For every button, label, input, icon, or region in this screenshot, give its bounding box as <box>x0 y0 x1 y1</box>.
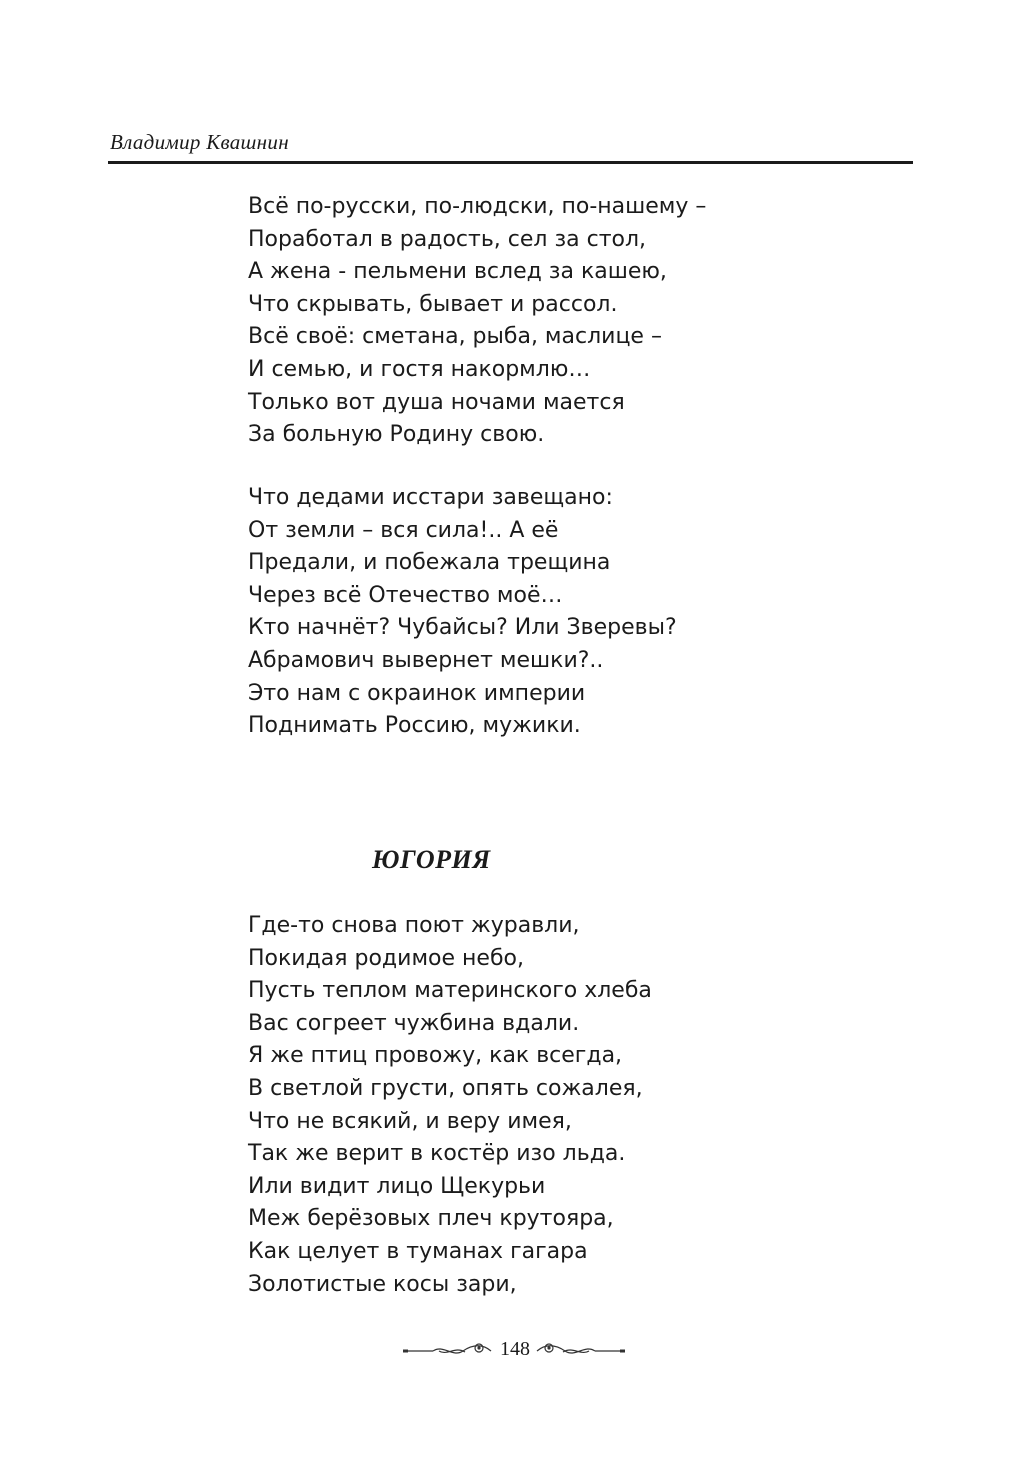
poem-line: Я же птиц провожу, как всегда, <box>248 1043 623 1069</box>
poem-line: Что скрывать, бывает и рассол. <box>248 291 618 317</box>
poem-line: И семью, и гостя накормлю… <box>248 356 591 382</box>
page-number: 148 <box>495 1338 535 1361</box>
poem-line: Поработал в радость, сел за стол, <box>248 226 647 252</box>
stanza-3 <box>248 910 652 1301</box>
poem-line: Это нам с окраинок империи <box>248 680 586 706</box>
poem-line: Меж берёзовых плеч крутояра, <box>248 1206 614 1232</box>
poem-line: А жена - пельмени вслед за кашею, <box>248 259 667 285</box>
poem-line: Через всё Отечество моё… <box>248 582 563 608</box>
poem-line: В светлой грусти, опять сожалея, <box>248 1075 643 1101</box>
poem-line: От земли – вся сила!.. А её <box>248 517 559 543</box>
poem-line: Где-то снова поют журавли, <box>248 913 580 938</box>
poem-line: Так же верит в костёр изо льда. <box>248 1141 626 1167</box>
running-header-author: Владимир Квашнин <box>110 130 289 154</box>
stanza-1 <box>248 191 706 452</box>
poem-line: Всё своё: сметана, рыба, маслице – <box>248 324 662 350</box>
poem-line: Абрамович вывернет мешки?.. <box>248 647 604 673</box>
header-divider <box>108 161 913 164</box>
poem-line: Всё по-русски, по-людски, по-нашему – <box>248 194 707 219</box>
poem-line: Золотистые косы зари, <box>248 1271 517 1297</box>
poem-line: Вас согреет чужбина вдали. <box>248 1010 580 1036</box>
stanza-2 <box>248 482 677 743</box>
poem-line: Что дедами исстари завещано: <box>248 485 613 510</box>
poem-line: Поднимать Россию, мужики. <box>248 713 581 739</box>
poem-line: Пусть теплом материнского хлеба <box>248 978 652 1004</box>
poem-title: ЮГОРИЯ <box>372 845 491 874</box>
poem-line: Или видит лицо Щекурьи <box>248 1173 546 1199</box>
poem-line: Что не всякий, и веру имея, <box>248 1108 572 1134</box>
poem-line: Покидая родимое небо, <box>248 945 524 971</box>
poem-line: Как целует в туманах гагара <box>248 1238 588 1264</box>
poem-line: Кто начнёт? Чубайсы? Или Зверевы? <box>248 615 677 641</box>
poem-line: Предали, и побежала трещина <box>248 550 611 576</box>
poem-line: Только вот душа ночами мается <box>248 389 625 415</box>
poem-line: За больную Родину свою. <box>248 422 545 448</box>
